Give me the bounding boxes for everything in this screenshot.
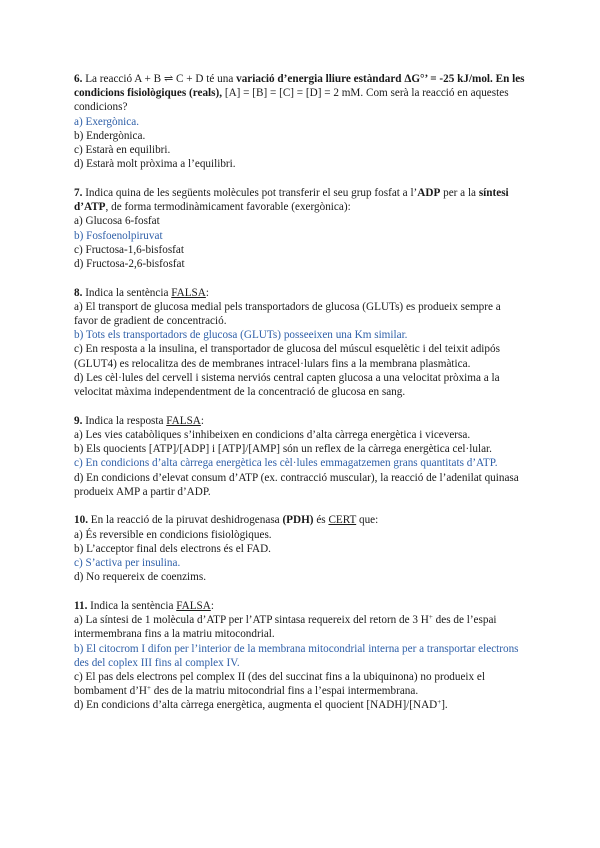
option-6b[interactable]: b) Endergònica. [74, 129, 146, 142]
question-number: 7. [74, 186, 83, 199]
option-9c[interactable]: c) En condicions d’alta càrrega energètica les cèl·lules emmagatzemen grans quantitats d’ATP. [74, 457, 498, 470]
question-6 [74, 72, 526, 171]
question-6-stem: 6. La reacció A + B ⇌ C + D té una variació d’energia lliure estàndard ΔG°’ = -25 kJ/mol. En les condicions fisiològiques (reals), [A] = [B] = [C] = [D] = 2 mM. Com serà la reacció en aquestes condicions? [74, 73, 525, 114]
option-10c[interactable]: c) S’activa per insulina. [74, 557, 181, 570]
option-10b[interactable]: b) L’acceptor final dels electrons és el FAD. [74, 542, 271, 555]
option-9b[interactable]: b) Els quocients [ATP]/[ADP] i [ATP]/[AMP] són un reflex de la càrrega energètica cel·lular. [74, 443, 492, 456]
exam-page [74, 72, 526, 727]
question-11 [74, 599, 526, 713]
option-7a[interactable]: a) Glucosa 6-fosfat [74, 215, 160, 228]
option-8d[interactable]: d) Les cèl·lules del cervell i sistema nerviós central capten glucosa a una velocitat pròxima a la velocitat màxima independentment de la concentració de glucosa en sang. [74, 371, 500, 399]
option-6a[interactable]: a) Exergònica. [74, 115, 140, 128]
question-number: 6. [74, 73, 83, 85]
option-7b[interactable]: b) Fosfoenolpiruvat [74, 229, 163, 242]
option-8c[interactable]: c) En resposta a la insulina, el transportador de glucosa del múscul esquelètic i del teixit adipós (GLUT4) es relocalitza des de membranes intracel·lulars fins a la membrana plasmàtica. [74, 343, 500, 370]
option-11c[interactable]: c) El pas dels electrons pel complex II (des del succinat fins a la ubiquinona) no produeix el bombament d’H+ des de la matriu mitocondrial fins a l’espai intermembrana. [74, 671, 486, 698]
option-9d[interactable]: d) En condicions d’elevat consum d’ATP (ex. contracció muscular), la reacció de l’adenilat quinasa produeix AMP a partir d’ADP. [74, 471, 519, 498]
option-11b[interactable]: b) El citocrom I difon per l’interior de la membrana mitocondrial interna per a transportar electrons des del coplex III fins al complex IV. [74, 642, 519, 669]
question-10 [74, 513, 526, 584]
question-number: 11. [74, 600, 88, 612]
question-number: 10. [74, 514, 88, 527]
question-7-stem: 7. Indica quina de les següents molècules pot transferir el seu grup fosfat a l’ADP per a la síntesi d’ATP, de forma termodinàmicament favorable (exergònica): [74, 186, 509, 214]
option-7c[interactable]: c) Fructosa-1,6-bisfosfat [74, 243, 184, 256]
option-7d[interactable]: d) Fructosa-2,6-bisfosfat [74, 257, 185, 270]
option-6d[interactable]: d) Estarà molt pròxima a l’equilibri. [74, 158, 236, 171]
option-11d[interactable]: d) En condicions d’alta càrrega energètica, augmenta el quocient [NADH]/[NAD+]. [74, 698, 448, 712]
option-11a[interactable]: a) La síntesi de 1 molècula d’ATP per l’ATP sintasa requereix del retorn de 3 H+ des de l’espai intermembrana fins a la matriu mitocondrial. [74, 613, 497, 641]
question-10-stem: 10. En la reacció de la piruvat deshidrogenasa (PDH) és CERT que: [74, 514, 379, 527]
option-10d[interactable]: d) No requereix de coenzims. [74, 571, 207, 584]
option-9a[interactable]: a) Les vies catabòliques s’inhibeixen en condicions d’alta càrrega energètica i viceversa. [74, 428, 471, 441]
option-8b[interactable]: b) Tots els transportadors de glucosa (GLUTs) posseeixen una Km similar. [74, 329, 408, 342]
option-8a[interactable]: a) El transport de glucosa medial pels transportadors de glucosa (GLUTs) es produeix sempre a favor de gradient de concentració. [74, 300, 501, 328]
question-8-stem: 8. Indica la sentència FALSA: [74, 286, 209, 299]
question-9-stem: 9. Indica la resposta FALSA: [74, 414, 204, 427]
question-7 [74, 186, 526, 271]
question-number: 9. [74, 414, 83, 427]
question-11-stem: 11. Indica la sentència FALSA: [74, 600, 214, 612]
option-10a[interactable]: a) És reversible en condicions fisiològiques. [74, 528, 272, 541]
question-number: 8. [74, 286, 83, 299]
option-6c[interactable]: c) Estarà en equilibri. [74, 144, 171, 157]
question-8 [74, 286, 526, 400]
question-9 [74, 414, 526, 499]
